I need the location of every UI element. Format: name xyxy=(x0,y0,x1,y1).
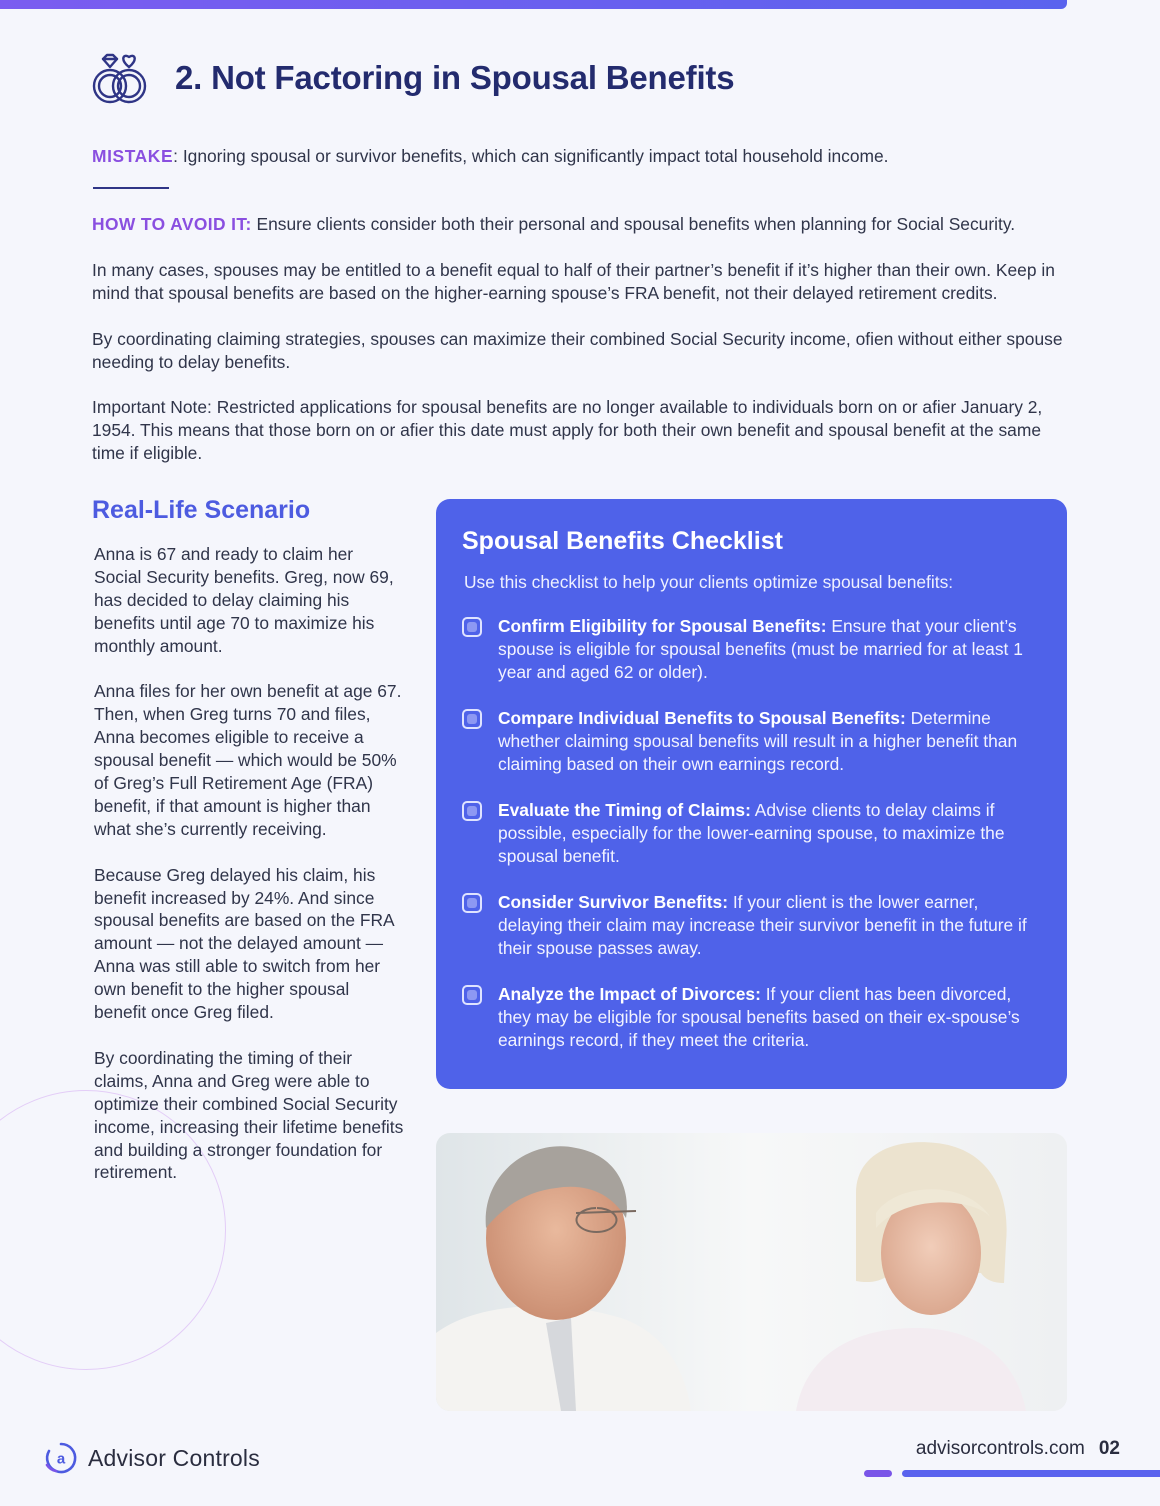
checklist-item-title: Evaluate the Timing of Claims: xyxy=(498,800,751,820)
checkbox-icon[interactable] xyxy=(462,985,482,1005)
checkbox-icon[interactable] xyxy=(462,709,482,729)
checklist-item-text xyxy=(498,799,1041,868)
scenario-heading: Real-Life Scenario xyxy=(92,496,311,524)
wedding-rings-icon xyxy=(90,50,150,106)
checklist-intro: Use this checklist to help your clients optimize spousal benefits: xyxy=(464,572,954,592)
footer-right xyxy=(860,1438,1120,1460)
checklist-item-text xyxy=(498,615,1041,684)
scenario-paragraph-3: Because Greg delayed his claim, his benefit increased by 24%. And since spousal benefits are based on the FRA amount — not the delayed amount — Anna was still able to switch from her own benefit to the higher spousal benefit once Greg filed. xyxy=(94,864,394,1023)
divider xyxy=(93,187,169,189)
checklist-item-body: Determine whether claiming spousal benefits will result in a higher benefit than claiming based on their own earnings record. xyxy=(498,708,1018,774)
advisor-controls-logo-icon xyxy=(44,1441,78,1475)
checklist-item xyxy=(462,799,1041,868)
checklist-item-title: Consider Survivor Benefits: xyxy=(498,892,728,912)
checklist-item-title: Compare Individual Benefits to Spousal Benefits: xyxy=(498,708,906,728)
scenario-paragraph-4: By coordinating the timing of their claims, Anna and Greg were able to optimize their combined Social Security income, increasing their lifetime benefits and building a stronger foundation for retirement. xyxy=(94,1047,404,1183)
checklist-item-text xyxy=(498,707,1041,776)
mistake-line xyxy=(92,145,1067,168)
checklist-item-body: Advise clients to delay claims if possible, especially for the lower-earning spouse, to maximize the spousal benefit. xyxy=(498,800,1005,866)
body-paragraph-1: In many cases, spouses may be entitled to a benefit equal to half of their partner’s benefit if it’s higher than their own. Keep in mind that spousal benefits are based on the higher-earning spouse’s FRA benefit, not their delayed retirement credits. xyxy=(92,260,1055,303)
couple-photo xyxy=(436,1133,1067,1411)
avoid-label: HOW TO AVOID IT: xyxy=(92,214,252,234)
mistake-label: MISTAKE xyxy=(92,146,174,166)
couple-illustration xyxy=(436,1133,1067,1411)
avoid-text: Ensure clients consider both their personal and spousal benefits when planning for Social Security. xyxy=(251,214,1016,234)
body-paragraph-2: By coordinating claiming strategies, spouses can maximize their combined Social Security income, ofien without either spouse needing to delay benefits. xyxy=(92,329,1063,372)
top-accent-bar xyxy=(0,0,1067,9)
important-note: Important Note: Restricted applications for spousal benefits are no longer available to individuals born on or afier January 2, 1954. This means that those born on or afier this date must apply for both their own benefit and spousal benefit at the same time if eligible. xyxy=(92,397,1043,463)
footer-accent-bar-short xyxy=(864,1470,892,1477)
page-number: 02 xyxy=(1098,1438,1120,1459)
checklist-item xyxy=(462,983,1041,1052)
checklist-item xyxy=(462,891,1041,960)
mistake-text: : Ignoring spousal or survivor benefits, which can significantly impact total household income. xyxy=(173,146,889,166)
checkbox-icon[interactable] xyxy=(462,893,482,913)
checklist-item-body: If your client is the lower earner, delaying their claim may increase their survivor benefit in the future if their spouse passes away. xyxy=(498,892,1027,958)
scenario-paragraph-1: Anna is 67 and ready to claim her Social Security benefits. Greg, now 69, has decided to delay claiming his benefits until age 70 to maximize his monthly amount. xyxy=(94,544,394,656)
checklist-title: Spousal Benefits Checklist xyxy=(462,527,783,555)
website-url[interactable]: advisorcontrols.com xyxy=(915,1438,1085,1459)
page-title: 2. Not Factoring in Spousal Benefits xyxy=(175,59,735,96)
checklist-item-title: Analyze the Impact of Divorces: xyxy=(498,984,761,1004)
footer-logo[interactable] xyxy=(44,1440,260,1476)
footer-accent-bar-long xyxy=(902,1470,1160,1477)
checkbox-icon[interactable] xyxy=(462,801,482,821)
brand-name: Advisor Controls xyxy=(88,1444,260,1471)
checklist-item-body: Ensure that your client’s spouse is eligible for spousal benefits (must be married for at least 1 year and aged 62 or older). xyxy=(498,616,1023,682)
checklist-item-text xyxy=(498,891,1041,960)
checklist-item-body: If your client has been divorced, they may be eligible for spousal benefits based on their ex-spouse’s earnings record, if they meet the criteria. xyxy=(498,984,1020,1050)
checklist-item-text xyxy=(498,983,1041,1052)
page-header xyxy=(90,50,734,106)
avoid-line xyxy=(92,213,1067,236)
checklist-card xyxy=(436,499,1067,1089)
checklist-item xyxy=(462,707,1041,776)
checklist-item xyxy=(462,615,1041,684)
checklist-item-title: Confirm Eligibility for Spousal Benefits: xyxy=(498,616,827,636)
scenario-paragraph-2: Anna files for her own benefit at age 67. Then, when Greg turns 70 and files, Anna becomes eligible to receive a spousal benefit — which would be 50% of Greg’s Full Retirement Age (FRA) benefit, if that amount is higher than what she’s currently receiving. xyxy=(94,681,402,839)
logo-letter: a xyxy=(56,1450,66,1468)
scenario-text xyxy=(94,543,404,1207)
checkbox-icon[interactable] xyxy=(462,617,482,637)
